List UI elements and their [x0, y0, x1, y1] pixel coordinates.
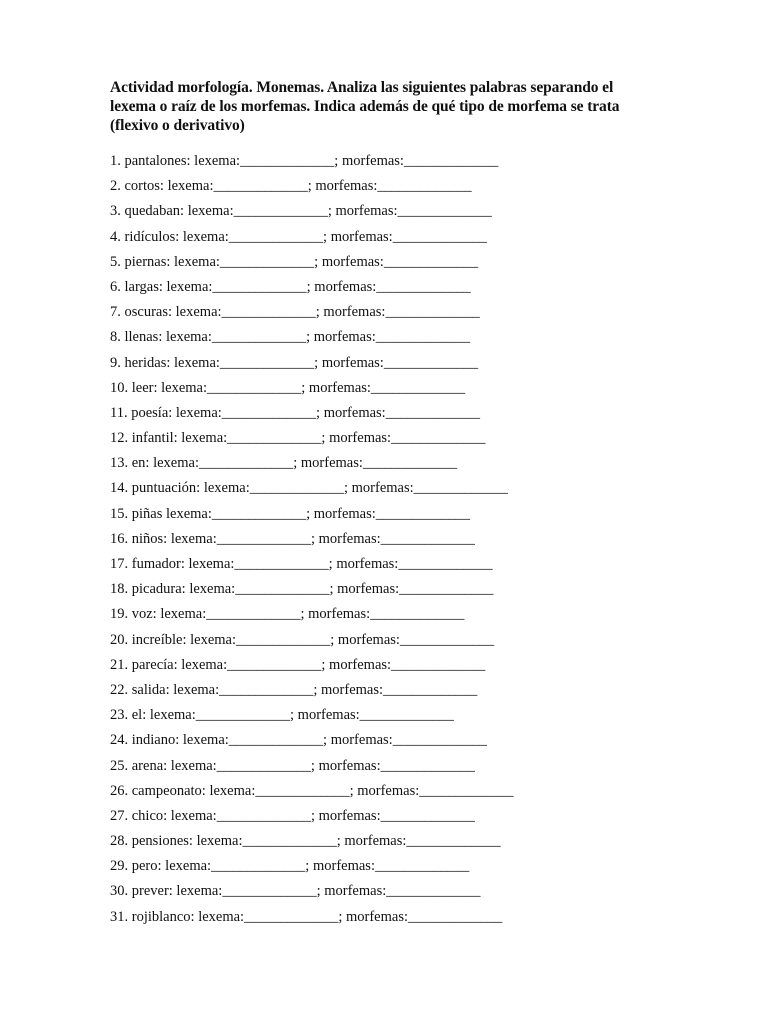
exercise-item: 22. salida: lexema:_____________; morfemas:_____________ [110, 681, 478, 698]
exercise-item: 25. arena: lexema:_____________; morfemas:_____________ [110, 757, 475, 774]
exercise-item: 21. parecía: lexema:_____________; morfemas:_____________ [110, 656, 486, 673]
exercise-item: 8. llenas: lexema:_____________; morfemas:_____________ [110, 329, 471, 346]
exercise-list [110, 152, 514, 933]
exercise-item: 26. campeonato: lexema:_____________; morfemas:_____________ [110, 782, 514, 799]
exercise-item: 29. pero: lexema:_____________; morfemas:_____________ [110, 858, 470, 875]
exercise-item: 16. niños: lexema:_____________; morfemas:_____________ [110, 530, 475, 547]
exercise-item: 1. pantalones: lexema:_____________; morfemas:_____________ [110, 153, 499, 169]
exercise-item: 31. rojiblanco: lexema:_____________; morfemas:_____________ [110, 908, 503, 925]
exercise-item: 27. chico: lexema:_____________; morfemas:_____________ [110, 807, 475, 824]
exercise-item: 20. increíble: lexema:_____________; morfemas:_____________ [110, 631, 495, 648]
exercise-item: 30. prever: lexema:_____________; morfemas:_____________ [110, 883, 481, 900]
exercise-item: 14. puntuación: lexema:_____________; morfemas:_____________ [110, 480, 508, 497]
exercise-item: 24. indiano: lexema:_____________; morfemas:_____________ [110, 732, 487, 749]
exercise-item: 9. heridas: lexema:_____________; morfemas:_____________ [110, 354, 479, 371]
exercise-item: 7. oscuras: lexema:_____________; morfemas:_____________ [110, 304, 480, 321]
exercise-item: 19. voz: lexema:_____________; morfemas:_____________ [110, 606, 465, 623]
exercise-item: 6. largas: lexema:_____________; morfemas:_____________ [110, 278, 471, 295]
exercise-item: 18. picadura: lexema:_____________; morfemas:_____________ [110, 581, 494, 598]
exercise-item: 11. poesía: lexema:_____________; morfemas:_____________ [110, 404, 480, 421]
activity-instructions: Actividad morfología. Monemas. Analiza las siguientes palabras separando el lexema o raíz de los morfemas. Indica además de qué tipo de morfema se trata (flexivo o derivativo) [110, 79, 620, 134]
exercise-item: 17. fumador: lexema:_____________; morfemas:_____________ [110, 556, 493, 572]
exercise-item: 13. en: lexema:_____________; morfemas:_____________ [110, 455, 458, 472]
exercise-item: 3. quedaban: lexema:_____________; morfemas:_____________ [110, 203, 492, 220]
exercise-item: 15. piñas lexema:_____________; morfemas:_____________ [110, 505, 471, 522]
exercise-item: 5. piernas: lexema:_____________; morfemas:_____________ [110, 253, 479, 270]
exercise-item: 12. infantil: lexema:_____________; morfemas:_____________ [110, 430, 486, 447]
exercise-item: 10. leer: lexema:_____________; morfemas:_____________ [110, 379, 466, 396]
exercise-item: 4. ridículos: lexema:_____________; morfemas:_____________ [110, 228, 487, 245]
exercise-item: 28. pensiones: lexema:_____________; morfemas:_____________ [110, 833, 501, 850]
exercise-item: 2. cortos: lexema:_____________; morfemas:_____________ [110, 178, 472, 195]
exercise-item: 23. el: lexema:_____________; morfemas:_____________ [110, 707, 454, 724]
